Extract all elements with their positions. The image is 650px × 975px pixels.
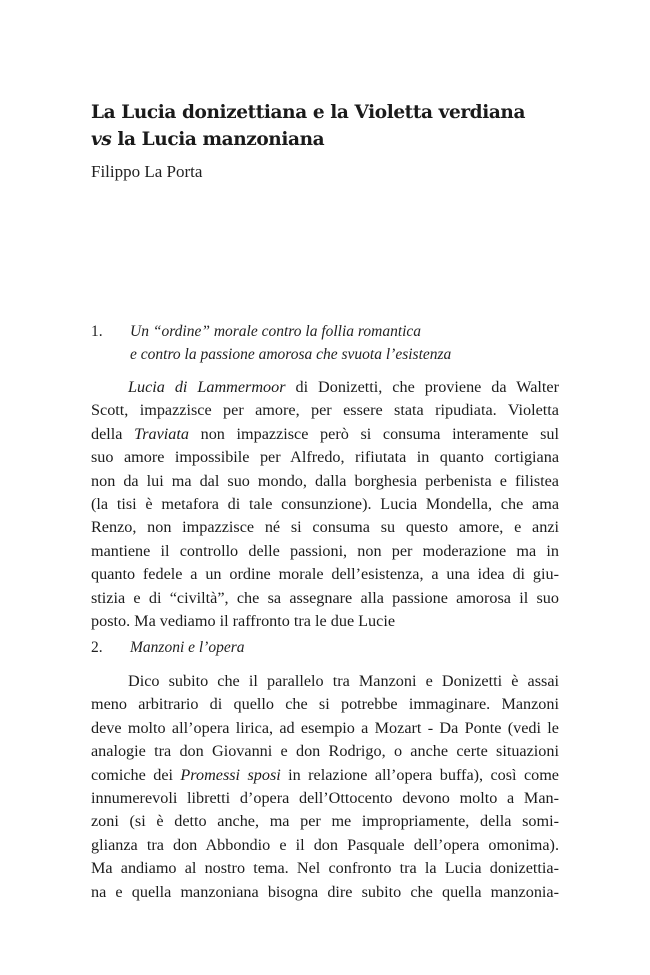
- section-2-title: [130, 636, 245, 659]
- para-2-line: Ma andiamo al nostro tema. Nel confronto tra la Lucia donizettia-: [91, 859, 559, 878]
- para-2-line: zoni (si è detto anche, ma per me impropriamente, della somi-: [91, 812, 559, 831]
- para-1-line: Lucia di Lammermoor di Donizetti, che proviene da Walter: [128, 378, 559, 396]
- para-2-line: Dico subito che il parallelo tra Manzoni e Donizetti è assai: [128, 672, 559, 690]
- section-2-title-line-1: Manzoni e l’opera: [130, 639, 245, 656]
- para-1-line: posto. Ma vediamo il raffronto tra le due Lucie: [91, 611, 396, 630]
- title-line-2-rest: la Lucia manzoniana: [111, 129, 325, 150]
- article-title-line-2: [91, 126, 561, 153]
- para-2-line: glianza tra don Abbondio e il don Pasquale dell’opera omonima).: [91, 835, 559, 854]
- para-1-line: della Traviata non impazzisce però si consuma interamente sul: [91, 424, 559, 443]
- para-1-line: non da lui ma dal suo mondo, dalla borghesia perbenista e filistea: [91, 471, 559, 490]
- para-2-line: analogie tra don Giovanni e don Rodrigo, o anche certe situazioni: [91, 742, 559, 761]
- para-2-line: meno arbitrario di quello che si potrebbe immaginare. Manzoni: [91, 695, 559, 714]
- section-2-number: 2.: [91, 639, 103, 656]
- para-1-line: stizia e di “civiltà”, che sa assegnare alla passione amorosa il suo: [91, 588, 559, 607]
- opera-title-traviata: Traviata: [134, 424, 189, 443]
- title-italic-vs: vs: [91, 129, 112, 150]
- para-2-line: deve molto all’opera lirica, ad esempio a Mozart - Da Ponte (vedi le: [91, 718, 559, 737]
- author-name: Filippo La Porta: [91, 162, 203, 181]
- para-2-line: na e quella manzoniana bisogna dire subito che quella manzonia-: [91, 882, 559, 901]
- para-1-line: suo amore impossibile per Alfredo, rifiutata in quanto cortigiana: [91, 448, 559, 467]
- section-1-title-line-1: Un “ordine” morale contro la follia romantica: [130, 323, 422, 340]
- para-1-line: Scott, impazzisce per amore, per essere stata ripudiata. Violetta: [91, 401, 559, 420]
- section-1-number: 1.: [91, 323, 103, 340]
- para-2-line: comiche dei Promessi sposi in relazione all’opera buffa), così come: [91, 765, 559, 784]
- para-1-line: quanto fedele a un ordine morale dell’esistenza, a una idea di giu-: [91, 565, 559, 584]
- para-1-line: Renzo, non impazzisce né si consuma su questo amore, e anzi: [91, 518, 559, 537]
- section-1-title-line-2: e contro la passione amorosa che svuota l’esistenza: [130, 346, 452, 363]
- article-title-line-1: La Lucia donizettiana e la Violetta verdiana: [91, 102, 526, 123]
- section-2-heading: [91, 636, 245, 659]
- para-1-line: (la tisi è metafora di tale consunzione). Lucia Mondella, che ama: [91, 494, 559, 513]
- para-2-line: innumerevoli libretti d’opera dell’Ottocento devono molto a Man-: [91, 788, 559, 807]
- section-1-heading: [91, 320, 451, 366]
- opera-title-lucia: Lucia di Lammermoor: [128, 378, 286, 396]
- paragraph-1: [91, 376, 559, 633]
- para-1-line: mantiene il controllo delle passioni, non per moderazione ma in: [91, 541, 559, 560]
- section-1-title: [130, 320, 451, 366]
- book-title-promessi-sposi: Promessi sposi: [180, 765, 281, 784]
- title-block: [91, 99, 561, 183]
- paragraph-2: [91, 670, 559, 904]
